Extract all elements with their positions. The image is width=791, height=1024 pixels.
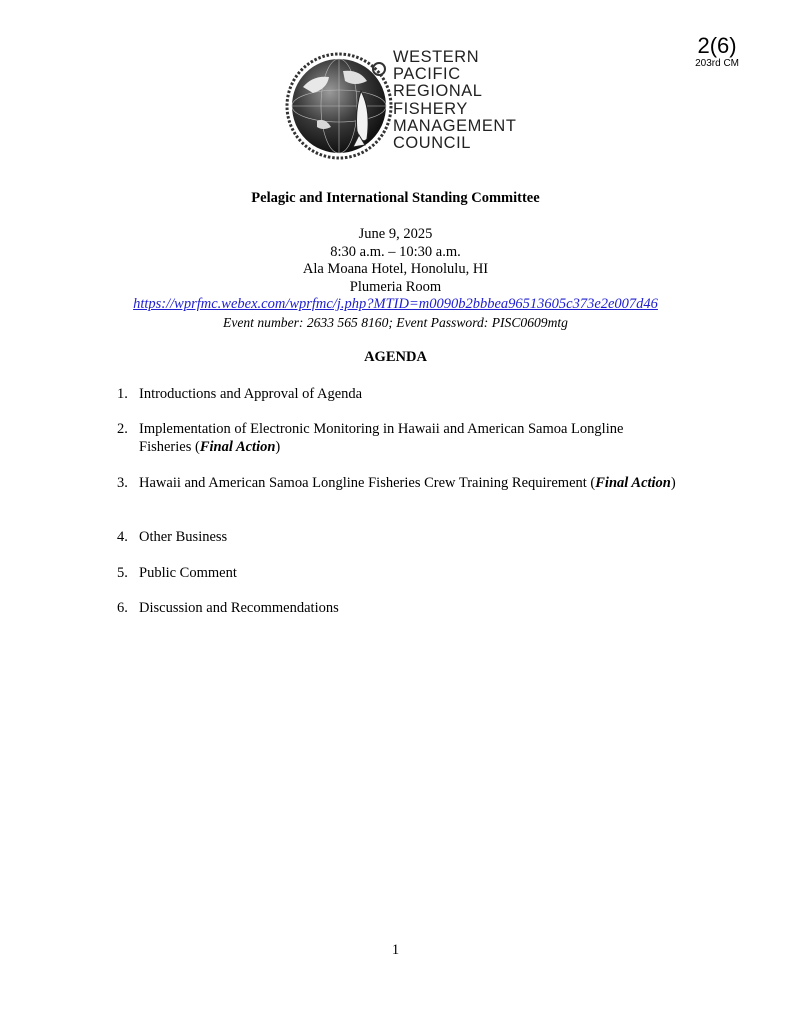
agenda-item: [117, 564, 677, 582]
meeting-venue: Ala Moana Hotel, Honolulu, HI: [302, 261, 489, 277]
agenda-item: [117, 420, 677, 456]
event-credentials: Event number: 2633 565 8160; Event Password: PISC0609mtg: [223, 314, 568, 330]
meeting-date: June 9, 2025: [358, 226, 433, 242]
agenda-item: [117, 599, 677, 617]
final-action-label: Final Action: [595, 475, 671, 491]
council-meeting-label: 203rd CM: [695, 58, 739, 69]
agenda-item-text: Other Business: [139, 529, 228, 545]
council-name: [393, 49, 516, 152]
council-name-line: PACIFIC: [393, 65, 461, 84]
meeting-time: 8:30 a.m. – 10:30 a.m.: [330, 243, 461, 260]
council-name-line: REGIONAL: [393, 82, 483, 101]
page-number: 1: [391, 942, 400, 958]
council-name-line: MANAGEMENT: [393, 116, 517, 135]
document-reference: [695, 34, 739, 69]
agenda-item-text: Discussion and Recommendations: [139, 600, 339, 616]
agenda-item-num: 4.: [117, 529, 128, 545]
agenda-item-text-main: Hawaii and American Samoa Longline Fisheries Crew Training Requirement (: [139, 475, 596, 491]
agenda-item-num: 1.: [117, 386, 128, 402]
agenda-item-num: 5.: [117, 565, 128, 581]
final-action-label: Final Action: [199, 439, 276, 455]
agenda-item-number: 2(6): [697, 33, 737, 58]
meeting-room: Plumeria Room: [349, 278, 442, 295]
council-logo: [283, 47, 523, 167]
agenda-item-text-close: ): [670, 475, 676, 491]
agenda-item: [117, 474, 677, 492]
council-name-line: FISHERY: [393, 99, 468, 118]
committee-title: Pelagic and International Standing Committee: [251, 190, 540, 206]
agenda-item-text: [139, 474, 677, 492]
agenda-item: [117, 528, 677, 546]
globe-with-fish-and-rope-icon: [283, 47, 395, 165]
agenda-item-text-main: Implementation of Electronic Monitoring in Hawaii and American Samoa Longline Fisheries (: [139, 421, 624, 455]
council-name-line: COUNCIL: [393, 134, 471, 153]
agenda-item-text: Introductions and Approval of Agenda: [139, 386, 363, 402]
meeting-details: [0, 226, 791, 331]
agenda-item-text-close: ): [275, 439, 281, 455]
agenda-item-text: Public Comment: [139, 565, 237, 581]
agenda-item-num: 2.: [117, 421, 128, 437]
agenda-item-text: [139, 420, 677, 456]
agenda-heading: AGENDA: [364, 349, 427, 365]
council-name-line: WESTERN: [393, 48, 480, 66]
webex-link[interactable]: https://wprfmc.webex.com/wprfmc/j.php?MTID=m0090b2bbbea96513605c373e2e007d46: [133, 296, 658, 312]
agenda-item-num: 3.: [117, 475, 128, 491]
agenda-item-num: 6.: [117, 600, 128, 616]
agenda-item: [117, 385, 677, 403]
